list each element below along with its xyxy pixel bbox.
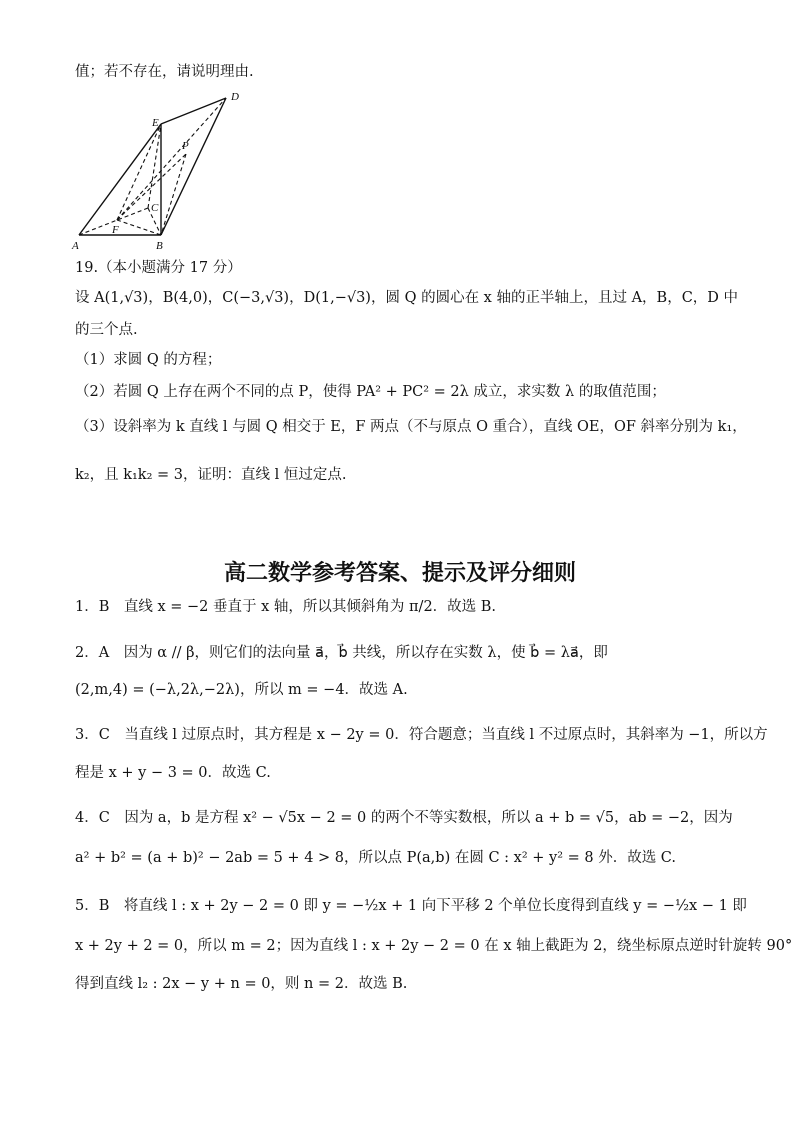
q19-part2: （2）若圆 Q 上存在两个不同的点 P，使得 PA² + PC² = 2λ 成立，求实数 λ 的取值范围； xyxy=(75,384,666,400)
answer-line: (2,m,4) = (−λ,2λ,−2λ)，所以 m = −4．故选 A. xyxy=(75,682,408,698)
q19-part1: （1）求圆 Q 的方程； xyxy=(75,352,222,368)
answer-line: x + 2y + 2 = 0，所以 m = 2；因为直线 l : x + 2y − 2 = 0 在 x 轴上截距为 2，绕坐标原点逆时针旋转 90° xyxy=(75,938,793,954)
q19-stem-2: 的三个点. xyxy=(75,322,138,338)
label-B: B xyxy=(156,240,163,251)
answers-title: 高二数学参考答案、提示及评分细则 xyxy=(223,561,576,586)
label-C: C xyxy=(151,202,159,214)
q19-part3-1: （3）设斜率为 k 直线 l 与圆 Q 相交于 E，F 两点（不与原点 O 重合），直线 OE，OF 斜率分别为 k₁， xyxy=(75,419,747,435)
q19-part3-2: k₂，且 k₁k₂ = 3，证明：直线 l 恒过定点. xyxy=(75,467,347,483)
edge-AE xyxy=(79,124,161,235)
label-D: D xyxy=(231,91,239,103)
answer-line: a² + b² = (a + b)² − 2ab = 5 + 4 > 8，所以点 P(a,b) 在圆 C : x² + y² = 8 外．故选 C. xyxy=(75,850,676,866)
answer-line: 5．B 将直线 l : x + 2y − 2 = 0 即 y = −½x + 1 向下平移 2 个单位长度得到直线 y = −½x − 1 即 xyxy=(75,898,747,914)
q19-header: 19.（本小题满分 17 分） xyxy=(75,260,242,276)
answer-line: 4．C 因为 a，b 是方程 x² − √5x − 2 = 0 的两个不等实数根，所以 a + b = √5，ab = −2，因为 xyxy=(75,810,733,826)
answer-line: 程是 x + y − 3 = 0．故选 C. xyxy=(75,765,271,781)
answer-line: 1．B 直线 x = −2 垂直于 x 轴，所以其倾斜角为 π/2．故选 B. xyxy=(75,599,497,615)
answer-line: 3．C 当直线 l 过原点时，其方程是 x − 2y = 0．符合题意；当直线 l 不过原点时，其斜率为 −1，所以方 xyxy=(75,727,768,743)
intro-line: 值；若不存在，请说明理由. xyxy=(75,64,254,80)
edge-DB xyxy=(161,98,226,235)
geometry-figure xyxy=(70,86,250,251)
dash-CE xyxy=(148,124,161,208)
label-P: P xyxy=(182,140,189,152)
label-A: A xyxy=(72,240,79,251)
label-E: E xyxy=(152,117,159,129)
q19-stem-1: 设 A(1,√3)，B(4,0)，C(−3,√3)，D(1,−√3)，圆 Q 的圆心在 x 轴的正半轴上，且过 A，B，C，D 中 xyxy=(75,290,739,306)
answer-line: 得到直线 l₂ : 2x − y + n = 0，则 n = 2．故选 B. xyxy=(75,976,408,992)
label-F: F xyxy=(112,224,119,236)
answer-line: 2．A 因为 α // β，则它们的法向量 a⃗，b⃗ 共线，所以存在实数 λ，使 b⃗ = λa⃗，即 xyxy=(75,645,608,661)
